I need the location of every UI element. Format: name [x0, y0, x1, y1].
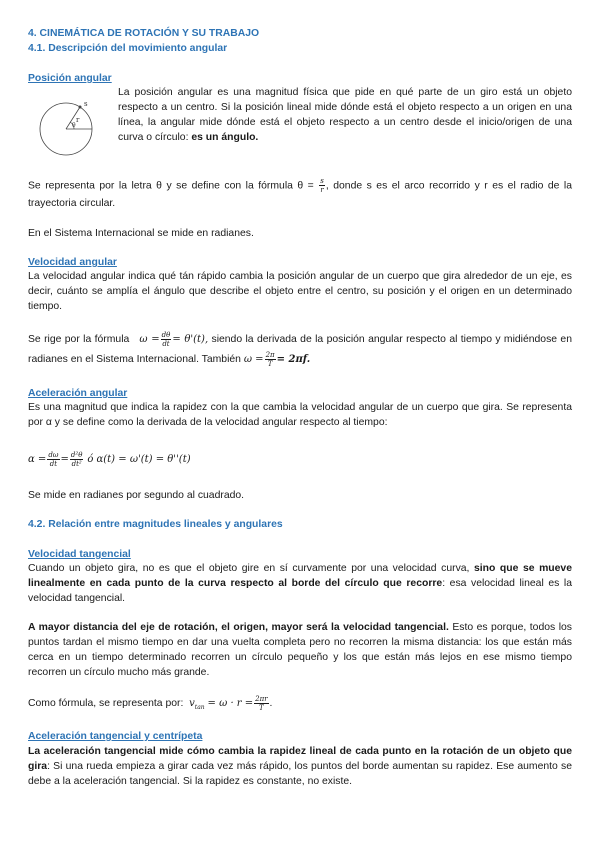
posicion-formula-paragraph: Se representa por la letra θ y se define con la fórmula θ = $\frac{s}{r}$ , donde s es el arco recorrido y r es el radio de la trayectoria circular. [28, 177, 573, 210]
section-subtitle: 4.1. Descripción del movimiento angular [28, 43, 228, 54]
centripeta-paragraph: La aceleración tangencial mide cómo cambia la rapidez lineal de cada punto en la rotación de un objeto que gira: Si una rueda empieza a girar cada vez más rápido, los puntos del borde aumentan su rapidez. Ese aumento se debe a la aceleración tangencial. Si la rapidez es constante, no existe. [28, 746, 572, 787]
heading-velocidad-tangencial: Velocidad tangencial [28, 549, 131, 560]
tangencial-paragraph-1: Cuando un objeto gira, no es que el objeto gire en sí curvamente por una velocidad curva, sino que se mueve linealmente en cada punto de la curva respecto al borde del círculo que recorre: esa velocidad lineal es la velocidad tangencial. [28, 563, 572, 604]
aceleracion-formula: α = $\frac{d\omega}{dt}$ = $\frac{\text{d²θ}}{\text{dt²}}$ ó α(t) = ω'(t) = θ''(t) [28, 450, 191, 468]
heading-posicion-angular: Posición angular [28, 73, 112, 84]
tangencial-formula-paragraph: Como fórmula, se representa por: $v_{tan} = \omega \cdot r$ = $\frac{2\pi r}{T}$ . [28, 694, 273, 712]
aceleracion-units: Se mide en radianes por segundo al cuadrado. [28, 490, 245, 501]
heading-aceleracion-tangencial: Aceleración tangencial y centrípeta [28, 731, 203, 742]
angle-diagram [24, 96, 104, 158]
posicion-units: En el Sistema Internacional se mide en radianes. [28, 228, 254, 239]
velocidad-formula-paragraph: Se rige por la fórmula ω = $\frac{d\theta}{dt}$ = θ'(t), siendo la derivada de la posición angular respecto al tiempo y midiéndose en radianes en el Sistema Internacional. También ω = $\frac{2\pi}{T}$ = 2πf. [28, 330, 572, 368]
aceleracion-paragraph: Es una magnitud que indica la rapidez con la que cambia la velocidad angular de un cuerpo que gira. Se representa por α y se define como la derivada de la velocidad angular respecto al tiempo: [28, 402, 572, 428]
label-s: s [84, 100, 88, 108]
label-r: r [76, 116, 80, 124]
tangencial-paragraph-2: A mayor distancia del eje de rotación, el origen, mayor será la velocidad tangencial. Esto es porque, todos los puntos tardan el mismo tiempo en dar una vuelta completa pero no recorren la misma distancia: los que están más cerca en un tiempo determinado recorren un círculo pequeño y los que están más lejos en ese mismo tiempo recorren un círculo mucho más grande. [28, 622, 572, 678]
posicion-paragraph: La posición angular es una magnitud física que pide en qué parte de un giro está un objeto respecto a un centro. Si la posición lineal mide dónde está el objeto respecto a un origen en una línea, la angular mide dónde está el objeto respecto a un centro desde el inicio/origen de una curva o círculo: es un ángulo. [118, 87, 572, 143]
velocidad-paragraph: La velocidad angular indica qué tán rápido cambia la posición angular de un cuerpo que gira alrededor de un eje, es decir, cuánto se amplía el ángulo que describe el objeto entre el centro, su posición y el origen en un determinado tiempo. [28, 271, 572, 312]
section-relacion-title: 4.2. Relación entre magnitudes lineales y angulares [28, 519, 283, 530]
section-title: 4. CINEMÁTICA DE ROTACIÓN Y SU TRABAJO [28, 28, 260, 39]
heading-aceleracion-angular: Aceleración angular [28, 388, 128, 399]
object-point [79, 106, 82, 109]
heading-velocidad-angular: Velocidad angular [28, 257, 117, 268]
label-theta: θ [72, 122, 76, 129]
